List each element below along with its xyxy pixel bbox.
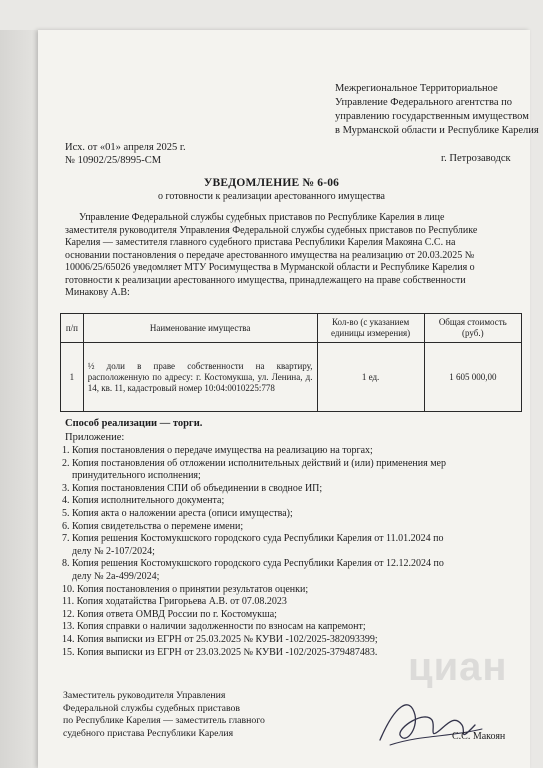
row-total: 1 605 000,00 [424,343,521,412]
signer-block [63,690,265,740]
city-label: г. Петрозаводск [441,153,511,164]
appendix-list [62,445,522,659]
signer-line: Федеральной службы судебных приставов [63,702,241,714]
row-num: 1 [61,343,84,412]
header-num: п/п [61,314,84,343]
list-item: 4. Копия исполнительного документа; [62,495,225,507]
list-item: делу № 2-107/2024; [62,545,155,557]
recipient-block [335,82,539,138]
list-item: 11. Копия ходатайства Григорьева А.В. от 07.08.2023 [62,596,287,608]
recipient-line: в Мурманской области и Республике Карелия [335,125,539,136]
intro-paragraph [65,212,520,300]
intro-line: заместителя руководителя Управления Федеральной службы судебных приставов по Республике [65,224,478,236]
row-name: ½ доли в праве собственности на квартиру, расположенную по адресу: г. Костомукша, ул. Ленина, д. 14, кв. 11, кадастровый номер 10:04:0010225:778 [83,343,317,412]
list-item: принудительного исполнения; [62,470,201,482]
header-name: Наименование имущества [83,314,317,343]
recipient-line: управлению государственным имуществом [335,111,529,122]
intro-line: готовности к реализации арестованного имущества, принадлежащего на праве собственности [65,274,466,286]
recipient-line: Межрегиональное Территориальное [335,83,498,94]
intro-line: Управление Федеральной службы судебных приставов по Республике Карелия в лице [79,212,445,223]
outgoing-reference [65,141,186,167]
sale-method: Способ реализации — торги. [65,418,203,429]
list-item: делу № 2а-499/2024; [62,570,160,582]
list-item: 8. Копия решения Костомукшского городского суда Республики Карелия от 12.12.2024 по [62,558,444,570]
list-item: 5. Копия акта о наложении ареста (описи имущества); [62,507,293,519]
signer-name: С.С. Макоян [452,731,506,742]
list-item: 3. Копия постановления СПИ об объединении в сводное ИП; [62,482,323,494]
intro-line: Минаковy А.В: [65,287,130,298]
outgoing-number: № 10902/25/8995-СМ [65,155,162,166]
list-item: 13. Копия справки о наличии задолженности по взносам на капремонт; [62,621,366,633]
table-row [61,343,522,412]
list-item: 6. Копия свидетельства о перемене имени; [62,520,244,532]
document-subtitle: о готовности к реализации арестованного имущества [158,191,385,202]
handwritten-signature [370,685,490,755]
table-header-row [61,314,522,343]
signer-line: по Республике Карелия — заместитель главного [63,715,265,726]
intro-line: Карелия — заместителя главного судебного пристава Республики Карелия Макояна С.С. на [65,237,456,248]
page-shadow-edge [0,30,38,768]
header-total: Общая стоимость (руб.) [424,314,521,343]
list-item: 15. Копия выписки из ЕГРН от 23.03.2025 № КУВИ -102/2025-379487483. [62,646,378,658]
signer-line: судебного пристава Республики Карелия [63,727,234,739]
recipient-line: Управление Федерального агентства по [335,97,512,108]
outgoing-date: Исх. от «01» апреля 2025 г. [65,142,186,153]
intro-line: 10006/25/65026 уведомляет МТУ Росимущества в Мурманской области и Республике Карелия о [65,262,475,273]
list-item: 10. Копия постановления о принятии результатов оценки; [62,583,309,595]
signer-line: Заместитель руководителя Управления [63,690,226,701]
property-table [60,313,522,412]
appendix-label: Приложение: [65,432,125,443]
list-item: 14. Копия выписки из ЕГРН от 25.03.2025 № КУВИ -102/2025-382093399; [62,633,378,645]
list-item: 7. Копия решения Костомукшского городского суда Республики Карелия от 11.01.2024 по [62,533,444,545]
header-qty: Кол-во (с указанием единицы измерения) [317,314,424,343]
intro-line: основании постановления о передаче арестованного имущества на реализацию от 20.03.2025 № [65,249,475,261]
list-item: 1. Копия постановления о передаче имущества на реализацию на торгах; [62,445,373,456]
watermark-logo: циан [408,645,508,689]
list-item: 12. Копия ответа ОМВД России по г. Костомукша; [62,608,277,620]
row-qty: 1 ед. [317,343,424,412]
list-item: 2. Копия постановления об отложении исполнительных действий и (или) применения мер [62,457,446,469]
document-title: УВЕДОМЛЕНИЕ № 6-06 [203,177,340,189]
